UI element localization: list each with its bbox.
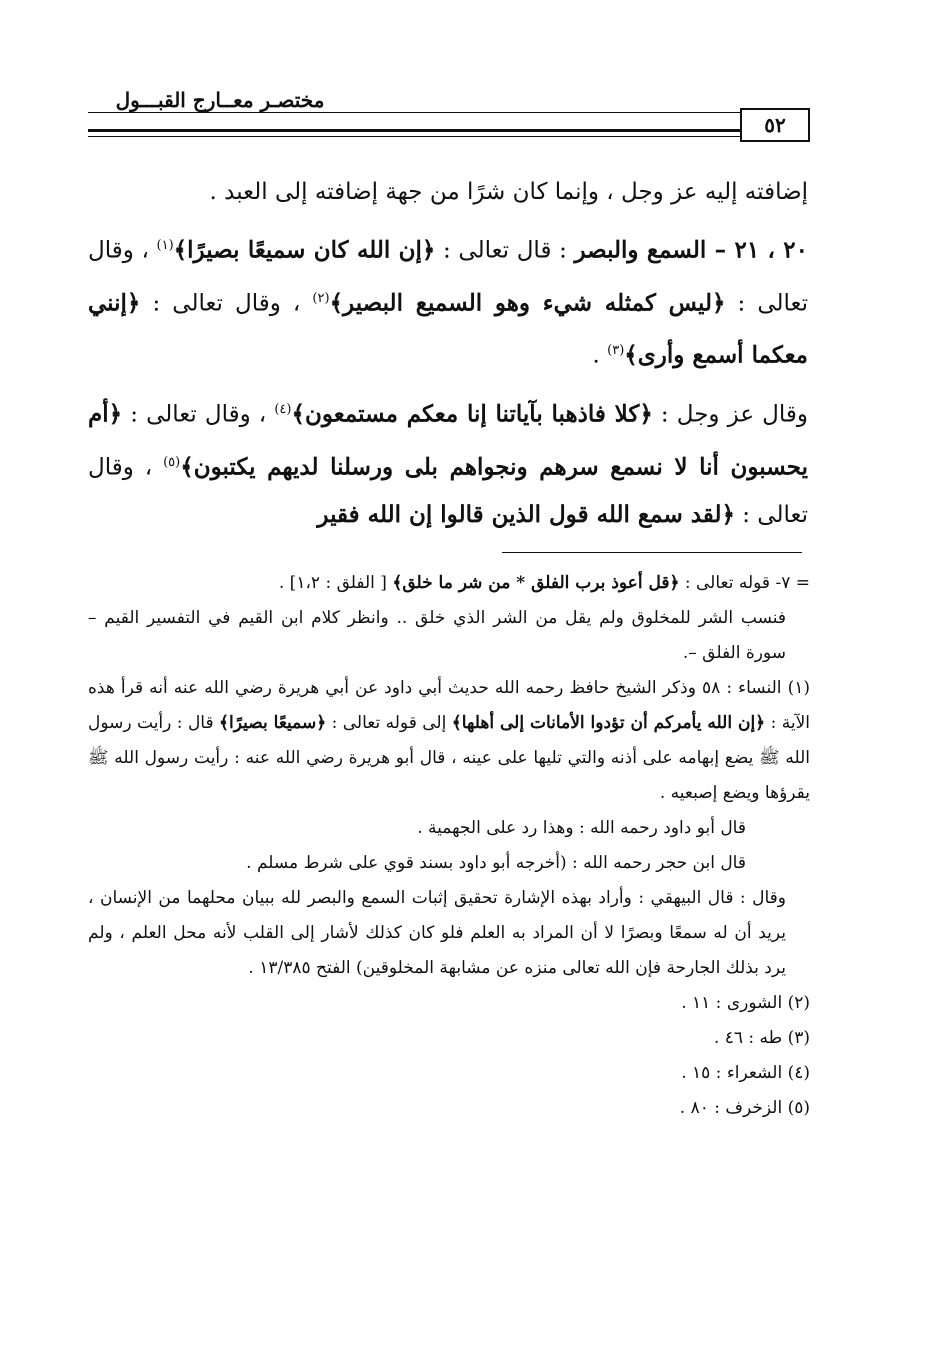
text-run: ، وقال تعالى :	[88, 454, 808, 529]
paragraph-2	[88, 222, 808, 380]
footnote-ref: (٢)	[312, 290, 330, 306]
footnote-ref: (٤)	[274, 401, 292, 417]
quran-verse: ﴿ليس كمثله شيء وهو السميع البصير﴾	[329, 289, 726, 317]
footnote-1-line: قال أبو داود رحمه الله : وهذا رد على الجهمية .	[417, 818, 746, 838]
text-run: [ الفلق : ١،٢] .	[278, 573, 393, 593]
footnote-1-line: قال ابن حجر رحمه الله : (أخرجه أبو داود بسند قوي على شرط مسلم .	[246, 853, 746, 873]
footnote-ref: (١)	[156, 238, 174, 253]
quran-verse: ﴿قل أعوذ برب الفلق * من شر ما خلق﴾	[392, 573, 680, 593]
quran-verse: ﴿إن الله يأمركم أن تؤدوا الأمانات إلى أهلها﴾	[451, 713, 766, 733]
paragraph-1: إضافته إليه عز وجل ، وإنما كان شرًا من جهة إضافته إلى العبد .	[209, 179, 808, 205]
footnote-continuation-text: فنسب الشر للمخلوق ولم يقل من الشر الذي خلق .. وانظر كلام ابن القيم في التفسير القيم – سورة الفلق –.	[88, 608, 786, 663]
text-run: وقال عز وجل :	[652, 401, 808, 428]
quran-verse: ﴿كلا فاذهبا بآياتنا إنا معكم مستمعون﴾	[291, 400, 653, 428]
text-run: ، وقال تعالى :	[88, 237, 809, 317]
text-run: ، وقال تعالى :	[140, 290, 313, 317]
section-heading: ٢٠ ، ٢١ – السمع والبصر	[574, 236, 809, 264]
header-top-rule	[88, 112, 740, 113]
quran-verse: ﴿لقد سمع الله قول الذين قالوا إن الله فقير	[317, 501, 735, 529]
text-run: : قال تعالى :	[435, 237, 575, 264]
footnote-2: (٢) الشورى : ١١ .	[681, 993, 810, 1013]
page-number: ٥٢	[740, 108, 810, 142]
footnote-ref: (٥)	[163, 454, 181, 470]
quran-verse: ﴿إن الله كان سميعًا بصيرًا﴾	[173, 236, 436, 264]
text-run: ، وقال تعالى :	[122, 401, 275, 428]
footnote-ref: (٣)	[607, 343, 625, 359]
text-run: (١) النساء : ٥٨ وذكر الشيخ حافظ رحمه الله حديث أبي داود عن أبي هريرة رضي الله عنه أنه قرأ هذه الآية :	[88, 678, 810, 733]
text-run: قال : رأيت رسول الله ﷺ يضع إبهامه على أذنه والتي تليها على عينه ، قال أبو هريرة رضي الله عنه : رأيت رسول الله ﷺ يقرؤها ويضع إصبعيه .	[88, 713, 810, 803]
main-text	[88, 168, 808, 539]
text-run: .	[592, 342, 608, 369]
footnote-1-line: وقال : قال البيهقي : وأراد بهذه الإشارة تحقيق إثبات السمع والبصر لله ببيان محلهما من الإنسان ، يريد أن له سمعًا وبصرًا لا أن المراد به العلم فلو كان كذلك لأشار إلى القلب لأنه محل العلم ، ولم يرد بذلك الجارحة فإن الله تعالى منزه عن مشابهة المخلوقين) الفتح ١٣/٣٨٥ .	[88, 888, 787, 978]
header-thin-rule	[88, 136, 808, 137]
quran-verse: ﴿أم يحسبون أنا لا نسمع سرهم ونجواهم بلى ورسلنا لديهم يكتبون﴾	[88, 400, 808, 481]
footnote-3: (٣) طه : ٤٦ .	[713, 1028, 810, 1048]
quran-verse: ﴿سميعًا بصيرًا﴾	[219, 713, 327, 733]
text-run: = ٧- قوله تعالى :	[679, 573, 810, 593]
footnotes	[88, 566, 810, 1126]
footnote-continuation	[88, 566, 810, 601]
text-run: إلى قوله تعالى :	[326, 713, 452, 733]
footnote-separator	[502, 552, 802, 553]
paragraph-3	[88, 386, 808, 539]
quran-verse: ﴿إنني معكما أسمع وأرى﴾	[88, 289, 808, 369]
footnote-5: (٥) الزخرف : ٨٠ .	[679, 1098, 810, 1118]
footnote-4: (٤) الشعراء : ١٥ .	[681, 1063, 810, 1083]
header-thick-rule	[88, 129, 808, 132]
running-header-title: مختصـر معــارج القبـــول	[115, 88, 325, 112]
footnote-1	[88, 671, 810, 811]
